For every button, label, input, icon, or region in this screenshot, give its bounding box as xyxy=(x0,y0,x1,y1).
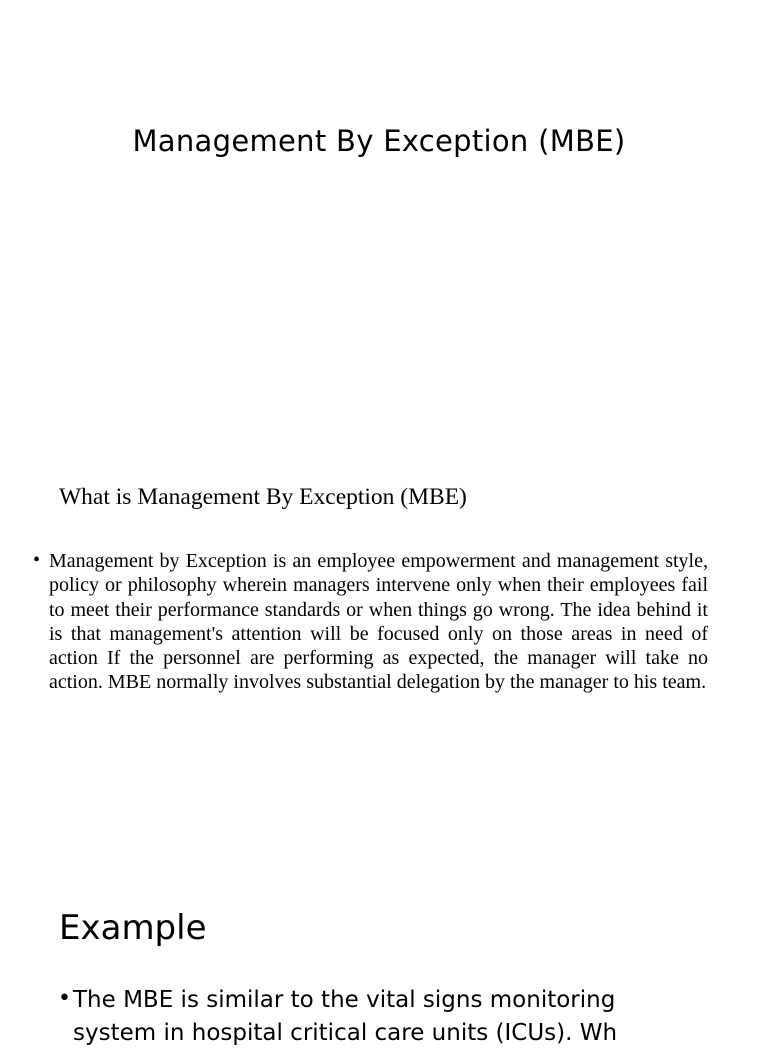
slide-title: Management By Exception (MBE) xyxy=(132,124,626,158)
slide-heading: What is Management By Exception (MBE) xyxy=(59,484,467,510)
example-slide xyxy=(0,860,768,1046)
bullet-marker: • xyxy=(33,549,41,571)
title-slide xyxy=(0,0,768,440)
bullet-marker: • xyxy=(58,986,71,1011)
slide-heading: Example xyxy=(59,908,207,948)
bullet-text: Management by Exception is an employee empowerment and management style, policy or philosophy wherein managers intervene only when their employees fail to meet their performance standards or when things go wrong. The idea behind it is that management's attention will be focused only on those areas in need of action If the personnel are performing as expected, the manager will take no action. MBE normally involves substantial delegation by the manager to his team. xyxy=(49,550,708,694)
definition-slide xyxy=(0,440,768,860)
bullet-text: The MBE is similar to the vital signs monitoring system in hospital critical care units (ICUs). Wh xyxy=(73,987,618,1046)
